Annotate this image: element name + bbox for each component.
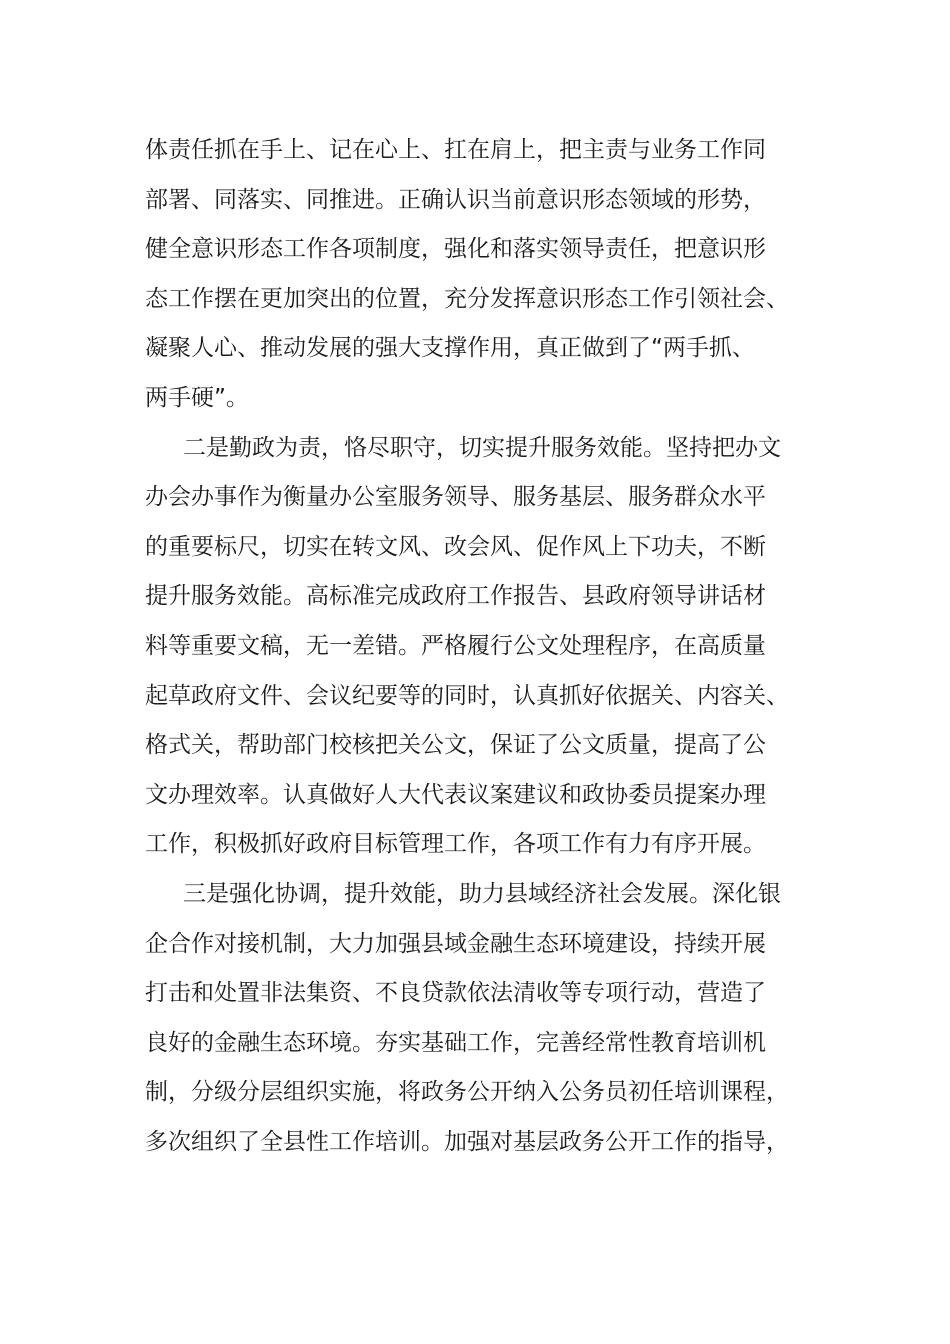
text-line: 多次组织了全县性工作培训。加强对基层政务公开工作的指导， [145, 1128, 789, 1155]
text-line: 良好的金融生态环境。夯实基础工作，完善经常性教育培训机 [145, 1029, 766, 1056]
text-line: 两手硬”。 [145, 384, 249, 411]
text-line: 健全意识形态工作各项制度，强化和落实领导责任，把意识形 [145, 236, 766, 263]
text-line: 凝聚人心、推动发展的强大支撑作用，真正做到了“两手抓、 [145, 335, 755, 362]
text-line: 起草政府文件、会议纪要等的同时，认真抓好依据关、内容关、 [145, 682, 789, 709]
text-line: 料等重要文稿，无一差错。严格履行公文处理程序，在高质量 [145, 632, 766, 659]
paragraph-first-line: 二是勤政为责，恪尽职守，切实提升服务效能。坚持把办文 [183, 434, 781, 461]
text-line: 格式关，帮助部门校核把关公文，保证了公文质量，提高了公 [145, 732, 766, 759]
text-line: 制，分级分层组织实施，将政务公开纳入公务员初任培训课程， [145, 1079, 789, 1106]
text-line: 办会办事作为衡量办公室服务领导、服务基层、服务群众水平 [145, 484, 766, 511]
text-line: 提升服务效能。高标准完成政府工作报告、县政府领导讲话材 [145, 583, 766, 610]
text-line: 部署、同落实、同推进。正确认识当前意识形态领域的形势， [145, 186, 766, 213]
text-line: 文办理效率。认真做好人大代表议案建议和政协委员提案办理 [145, 781, 766, 808]
paragraph-first-line: 三是强化协调，提升效能，助力县域经济社会发展。深化银 [183, 880, 781, 907]
text-line: 态工作摆在更加突出的位置，充分发挥意识形态工作引领社会、 [145, 285, 789, 312]
text-line: 体责任抓在手上、记在心上、扛在肩上，把主责与业务工作同 [145, 137, 766, 163]
text-line: 企合作对接机制，大力加强县域金融生态环境建设，持续开展 [145, 930, 766, 957]
document-body [145, 126, 835, 1167]
text-line: 工作，积极抓好政府目标管理工作，各项工作有力有序开展。 [145, 831, 766, 858]
text-line: 的重要标尺，切实在转文风、改会风、促作风上下功夫，不断 [145, 533, 766, 560]
text-line: 打击和处置非法集资、不良贷款依法清收等专项行动，营造了 [145, 980, 766, 1007]
